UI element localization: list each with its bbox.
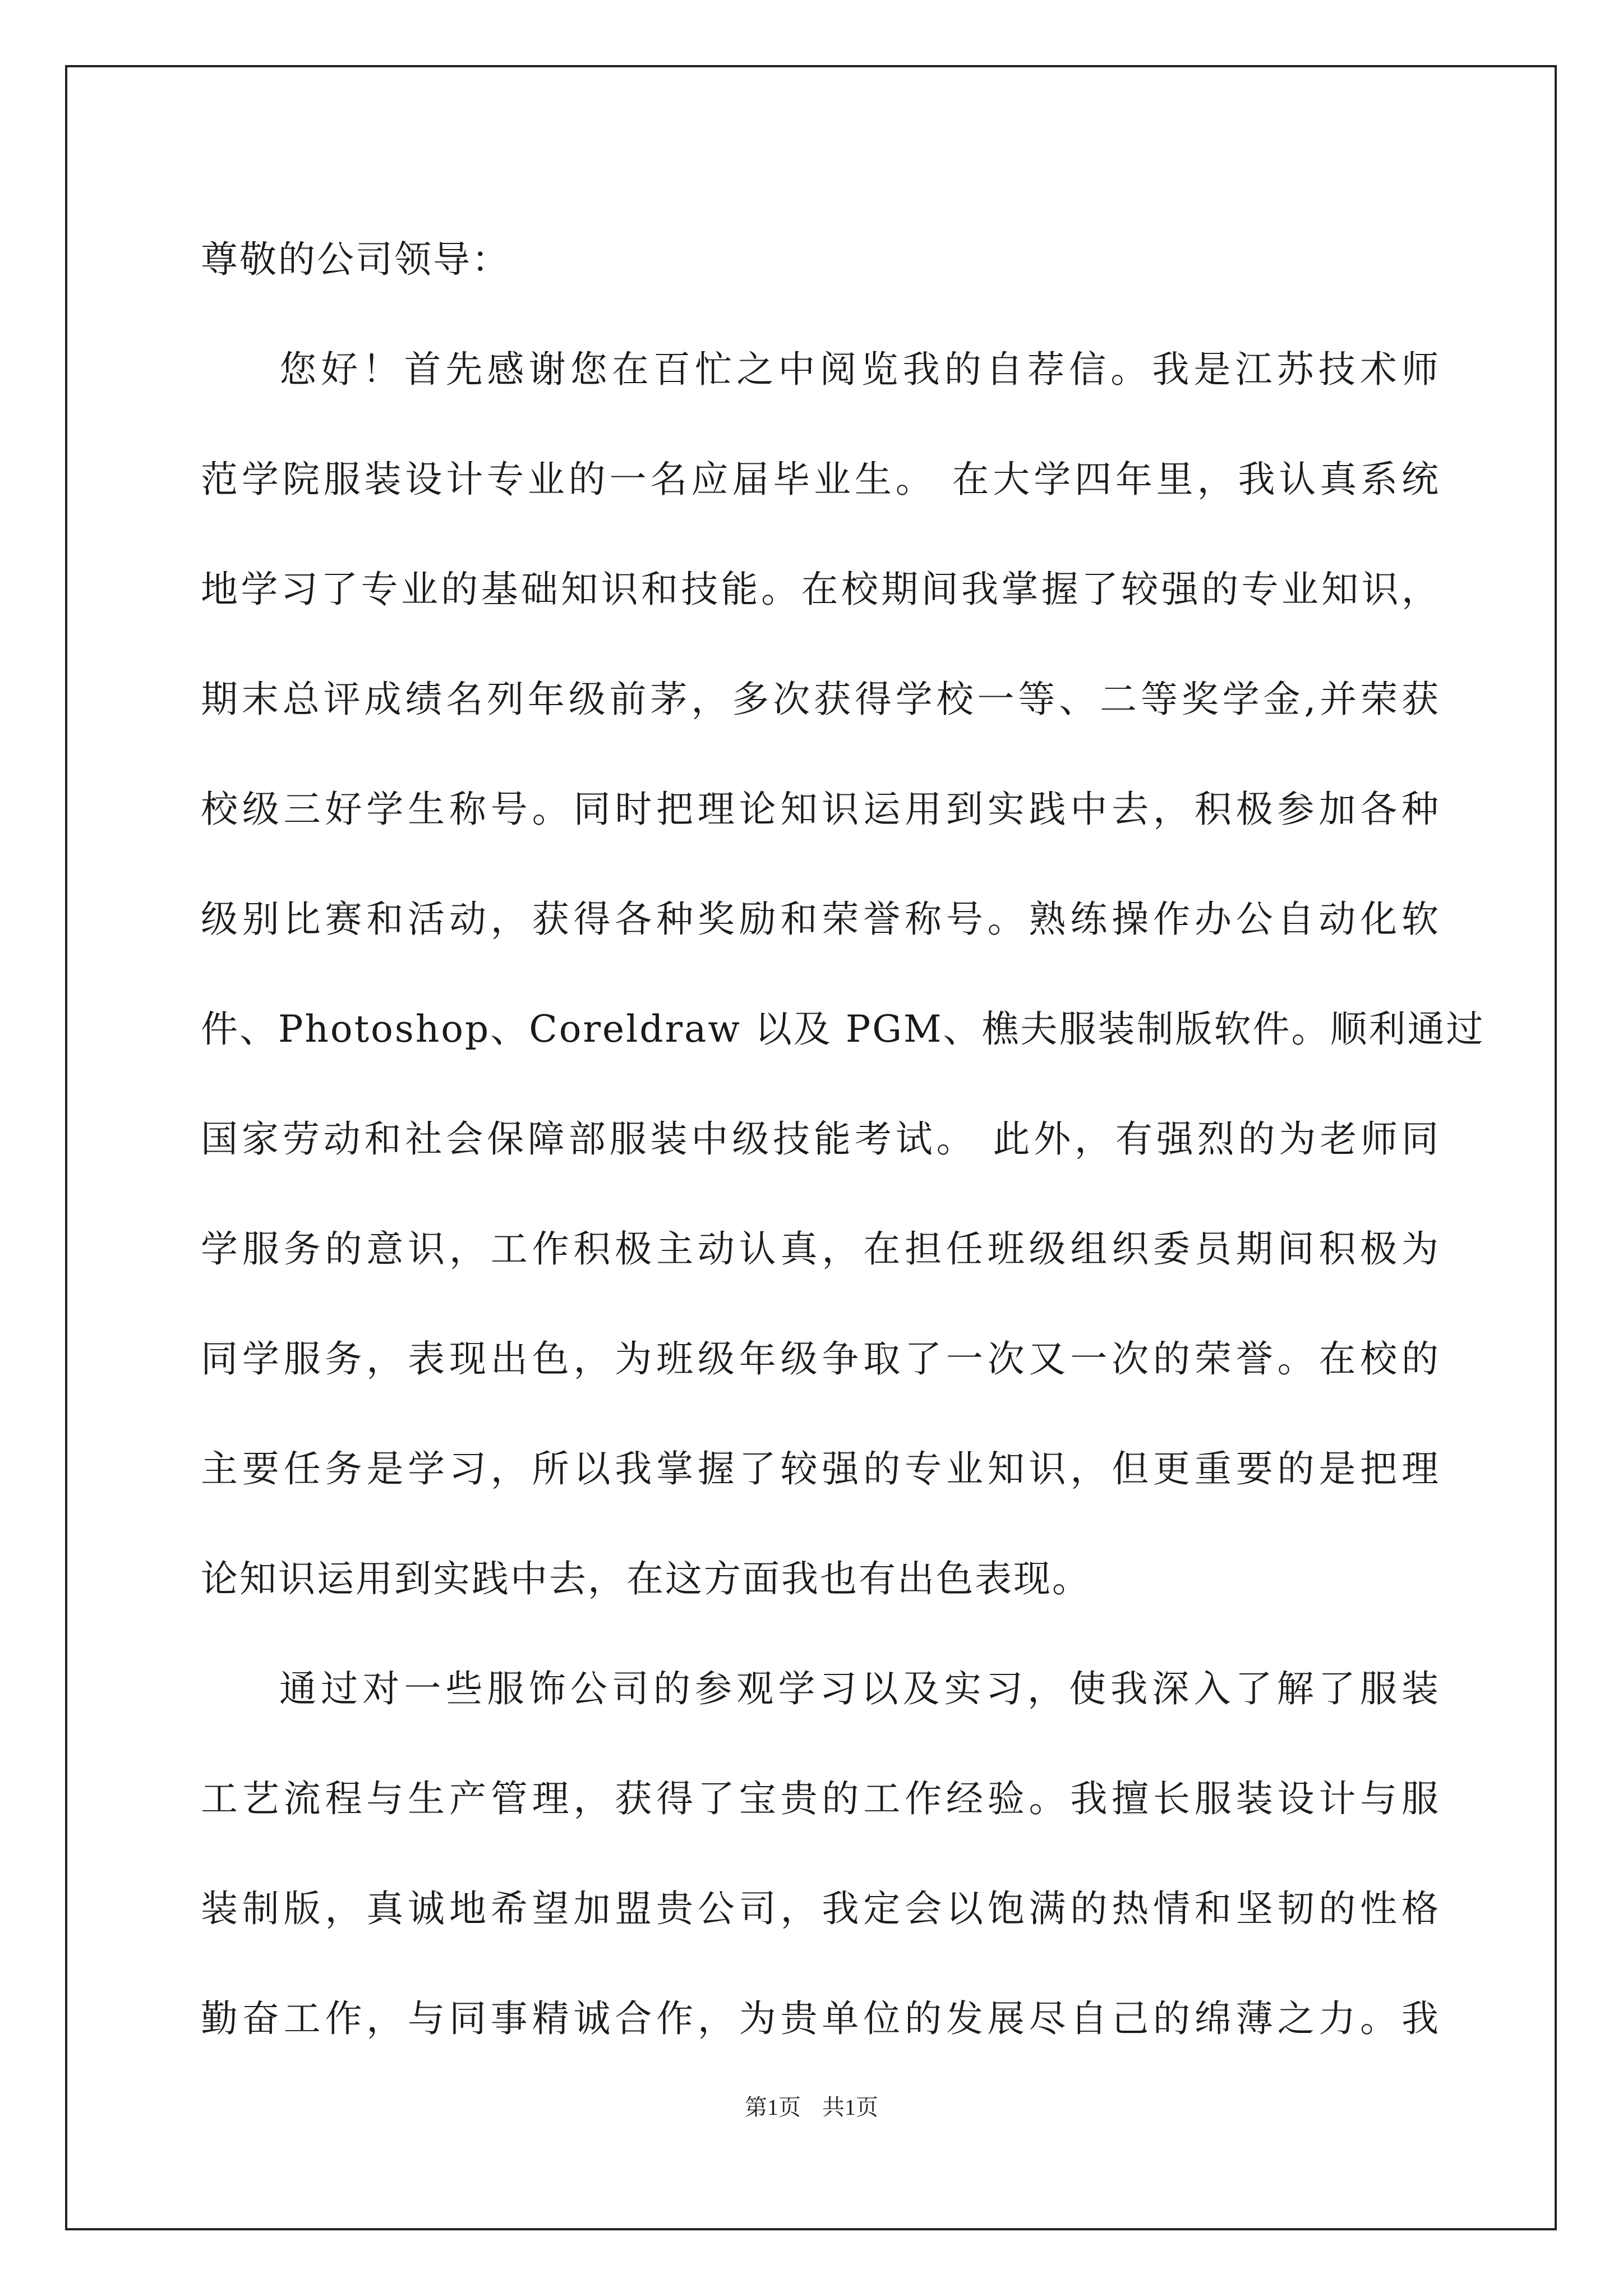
text-line: 主要任务是学习，所以我掌握了较强的专业知识，但更重要的是把理 (201, 1447, 1440, 1490)
text-line: 论知识运用到实践中去，在这方面我也有出色表现。 (201, 1557, 1091, 1600)
text-line: 校级三好学生称号。同时把理论知识运用到实践中去，积极参加各种 (201, 788, 1440, 831)
text-line: 学服务的意识，工作积极主动认真，在担任班级组织委员期间积极为 (201, 1227, 1440, 1271)
text-line: 通过对一些服饰公司的参观学习以及实习，使我深入了解了服装 (279, 1667, 1440, 1710)
letter-paragraphs (201, 315, 1485, 2074)
text-line: 您好！首先感谢您在百忙之中阅览我的自荐信。我是江苏技术师 (279, 348, 1440, 391)
letter-body (201, 205, 1485, 2074)
text-line: 级别比赛和活动，获得各种奖励和荣誉称号。熟练操作办公自动化软 (201, 898, 1440, 941)
page-total: 共1页 (822, 2095, 878, 2120)
text-line: 勤奋工作，与同事精诚合作，为贵单位的发展尽自己的绵薄之力。我 (201, 1997, 1440, 2040)
text-line: 装制版，真诚地希望加盟贵公司，我定会以饱满的热情和坚韧的性格 (201, 1887, 1440, 1930)
page-number: 第1页 (745, 2095, 801, 2120)
text-line: 工艺流程与生产管理，获得了宝贵的工作经验。我擅长服装设计与服 (201, 1777, 1440, 1820)
page-footer (0, 2090, 1623, 2122)
text-line: 范学院服装设计专业的一名应届毕业生。 在大学四年里，我认真系统 (201, 458, 1440, 501)
text-line: 期末总评成绩名列年级前茅，多次获得学校一等、二等奖学金,并荣获 (201, 678, 1440, 721)
greeting: 尊敬的公司领导： (201, 238, 510, 281)
text-line: 地学习了专业的基础知识和技能。在校期间我掌握了较强的专业知识， (201, 568, 1440, 611)
text-line: 件、Photoshop、Coreldraw 以及 PGM、樵夫服装制版软件。顺利通过 (201, 1007, 1485, 1051)
text-line: 国家劳动和社会保障部服装中级技能考试。 此外，有强烈的为老师同 (201, 1117, 1440, 1161)
text-line: 同学服务，表现出色，为班级年级争取了一次又一次的荣誉。在校的 (201, 1337, 1440, 1381)
